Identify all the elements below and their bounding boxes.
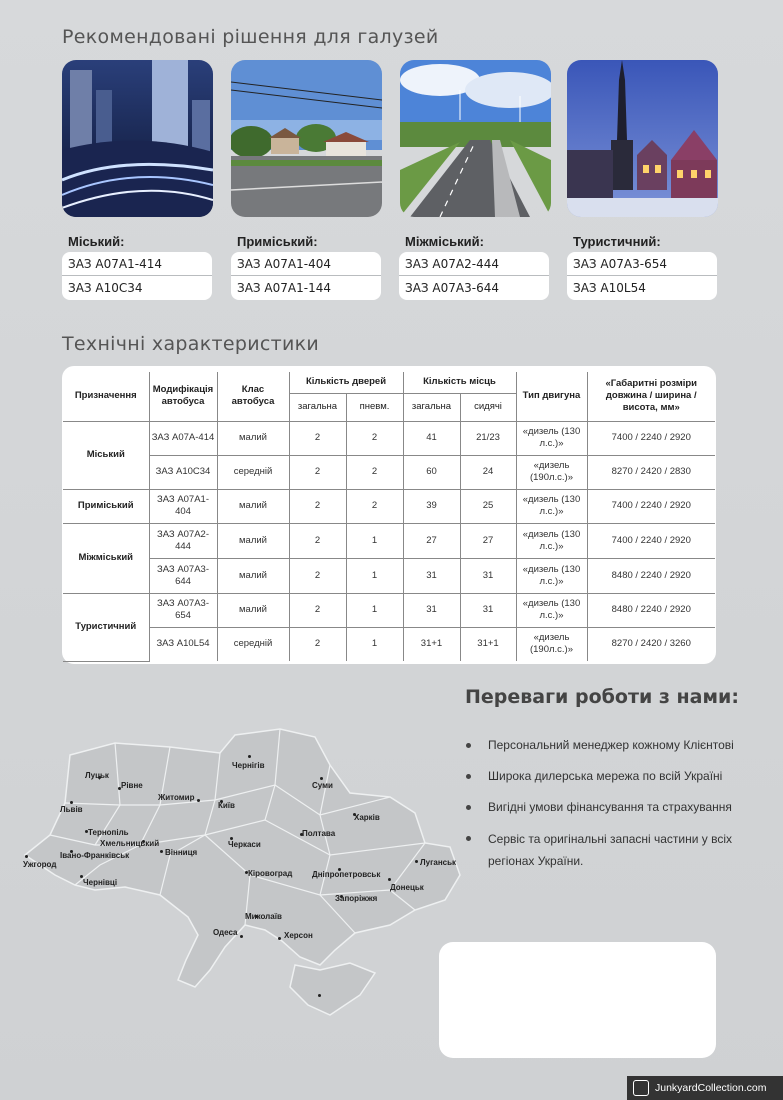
map-city-label: Кіровоград bbox=[248, 869, 293, 878]
doors-pneum-cell: 1 bbox=[346, 627, 403, 661]
seats-sitting-cell: 31 bbox=[460, 593, 516, 627]
dims-cell: 7400 / 2240 / 2920 bbox=[587, 421, 715, 455]
doors-total-cell: 2 bbox=[289, 489, 346, 523]
highway-photo bbox=[400, 60, 551, 217]
header-engine: Тип двигуна bbox=[516, 372, 587, 421]
dims-cell: 8270 / 2420 / 3260 bbox=[587, 627, 715, 661]
specs-table bbox=[63, 372, 715, 662]
model-cell: ЗАЗ А07А1-404 bbox=[149, 489, 217, 523]
map-city-label: Луганськ bbox=[420, 858, 457, 867]
dims-cell: 7400 / 2240 / 2920 bbox=[587, 523, 715, 558]
watermark bbox=[627, 1076, 783, 1100]
seats-sitting-cell: 31 bbox=[460, 558, 516, 593]
class-cell: середній bbox=[217, 627, 289, 661]
map-city-label: Рівне bbox=[121, 781, 143, 790]
list-item: Вигідні умови фінансування та страхування bbox=[466, 797, 736, 818]
map-city-label: Київ bbox=[218, 801, 235, 810]
header-modification: Модифікація автобуса bbox=[149, 372, 217, 421]
doors-total-cell: 2 bbox=[289, 523, 346, 558]
map-city-label: Полтава bbox=[302, 829, 336, 838]
model-cell: ЗАЗ А07А2-444 bbox=[149, 523, 217, 558]
header-doors-total: загальна bbox=[289, 393, 346, 421]
class-cell: малий bbox=[217, 421, 289, 455]
seats-sitting-cell: 24 bbox=[460, 455, 516, 489]
table-row bbox=[63, 489, 715, 523]
map-city-label: Луцьк bbox=[85, 771, 109, 780]
segment-label-city: Міський: bbox=[68, 234, 125, 249]
class-cell: малий bbox=[217, 558, 289, 593]
seats-total-cell: 60 bbox=[403, 455, 460, 489]
model-item: ЗАЗ А07А2-444 bbox=[399, 252, 549, 276]
doors-pneum-cell: 1 bbox=[346, 558, 403, 593]
model-item: ЗАЗ А07А1-414 bbox=[62, 252, 212, 276]
segment-label-intercity: Міжміський: bbox=[405, 234, 484, 249]
engine-cell: «дизель (130 л.с.)» bbox=[516, 523, 587, 558]
header-seats-total: загальна bbox=[403, 393, 460, 421]
suburb-photo bbox=[231, 60, 382, 217]
engine-cell: «дизель (130 л.с.)» bbox=[516, 593, 587, 627]
watermark-logo-icon bbox=[633, 1080, 649, 1096]
model-item: ЗАЗ А07А1-404 bbox=[231, 252, 381, 276]
segment-models-city bbox=[62, 252, 212, 300]
map-city-label: Житомир bbox=[158, 793, 195, 802]
model-cell: ЗАЗ А10L54 bbox=[149, 627, 217, 661]
specs-table-card bbox=[62, 366, 716, 664]
model-cell: ЗАЗ А07А3-654 bbox=[149, 593, 217, 627]
seats-sitting-cell: 31+1 bbox=[460, 627, 516, 661]
map-city-label: Вінниця bbox=[165, 848, 198, 857]
doors-total-cell: 2 bbox=[289, 421, 346, 455]
header-class: Клас автобуса bbox=[217, 372, 289, 421]
model-item: ЗАЗ А07А1-144 bbox=[237, 281, 331, 295]
purpose-cell: Міжміський bbox=[63, 523, 149, 593]
segment-models-suburban bbox=[231, 252, 381, 300]
header-doors: Кількість дверей bbox=[289, 372, 403, 393]
map-city-label: Суми bbox=[312, 781, 333, 790]
engine-cell: «дизель (190л.с.)» bbox=[516, 627, 587, 661]
doors-pneum-cell: 1 bbox=[346, 523, 403, 558]
watermark-text: JunkyardCollection.com bbox=[655, 1082, 767, 1094]
doors-pneum-cell: 2 bbox=[346, 455, 403, 489]
class-cell: малий bbox=[217, 593, 289, 627]
seats-sitting-cell: 25 bbox=[460, 489, 516, 523]
model-item: ЗАЗ А10С34 bbox=[68, 281, 143, 295]
doors-total-cell: 2 bbox=[289, 455, 346, 489]
map-city-label: Черкаси bbox=[228, 840, 261, 849]
purpose-cell: Туристичний bbox=[63, 593, 149, 661]
doors-pneum-cell: 2 bbox=[346, 421, 403, 455]
header-purpose: Призначення bbox=[63, 372, 149, 421]
doors-pneum-cell: 1 bbox=[346, 593, 403, 627]
map-city-label: Чернігів bbox=[232, 761, 265, 770]
header-doors-pneum: пневм. bbox=[346, 393, 403, 421]
model-item: ЗАЗ А07А3-644 bbox=[405, 281, 499, 295]
seats-sitting-cell: 21/23 bbox=[460, 421, 516, 455]
model-cell: ЗАЗ А10С34 bbox=[149, 455, 217, 489]
map-city-label: Запоріжжя bbox=[335, 894, 378, 903]
segment-models-tourist bbox=[567, 252, 717, 300]
list-item: Сервіс та оригінальні запасні частини у всіх регіонах України. bbox=[466, 828, 736, 872]
map-city-label: Чернівці bbox=[83, 878, 118, 887]
seats-sitting-cell: 27 bbox=[460, 523, 516, 558]
class-cell: середній bbox=[217, 455, 289, 489]
table-row bbox=[63, 593, 715, 627]
map-city-label: Тернопіль bbox=[88, 828, 129, 837]
seats-total-cell: 39 bbox=[403, 489, 460, 523]
doors-pneum-cell: 2 bbox=[346, 489, 403, 523]
dims-cell: 7400 / 2240 / 2920 bbox=[587, 489, 715, 523]
segment-label-suburban: Приміський: bbox=[237, 234, 318, 249]
segment-models-intercity bbox=[399, 252, 549, 300]
dims-cell: 8480 / 2240 / 2920 bbox=[587, 558, 715, 593]
engine-cell: «дизель (130 л.с.)» bbox=[516, 489, 587, 523]
purpose-cell: Приміський bbox=[63, 489, 149, 523]
class-cell: малий bbox=[217, 489, 289, 523]
model-cell: ЗАЗ А07А3-644 bbox=[149, 558, 217, 593]
tourist-photo bbox=[567, 60, 718, 217]
map-city-label: Миколаїв bbox=[245, 912, 282, 921]
map-city-label: Одеса bbox=[213, 928, 238, 937]
seats-total-cell: 31+1 bbox=[403, 627, 460, 661]
seats-total-cell: 27 bbox=[403, 523, 460, 558]
advantages-title: Переваги роботи з нами: bbox=[465, 686, 739, 708]
map-city-label: Харків bbox=[354, 813, 380, 822]
engine-cell: «дизель (130 л.с.)» bbox=[516, 421, 587, 455]
model-item: ЗАЗ А07А3-654 bbox=[567, 252, 717, 276]
dims-cell: 8270 / 2420 / 2830 bbox=[587, 455, 715, 489]
header-seats: Кількість місць bbox=[403, 372, 516, 393]
map-city-label: Івано-Франківськ bbox=[60, 851, 130, 860]
dims-cell: 8480 / 2240 / 2920 bbox=[587, 593, 715, 627]
table-row bbox=[63, 627, 715, 661]
seats-total-cell: 41 bbox=[403, 421, 460, 455]
map-city-label: Донецьк bbox=[390, 883, 424, 892]
table-row bbox=[63, 455, 715, 489]
specs-title: Технічні характеристики bbox=[62, 333, 320, 355]
contact-placeholder bbox=[439, 942, 716, 1058]
engine-cell: «дизель (130 л.с.)» bbox=[516, 558, 587, 593]
header-dimensions: «Габаритні розміри довжина / ширина / висота, мм» bbox=[587, 372, 715, 421]
advantages-list bbox=[466, 735, 736, 882]
model-item: ЗАЗ А10L54 bbox=[573, 281, 646, 295]
seats-total-cell: 31 bbox=[403, 593, 460, 627]
table-row bbox=[63, 523, 715, 558]
city-photo bbox=[62, 60, 213, 217]
list-item: Персональний менеджер кожному Клієнтові bbox=[466, 735, 736, 756]
doors-total-cell: 2 bbox=[289, 593, 346, 627]
engine-cell: «дизель (190л.с.)» bbox=[516, 455, 587, 489]
doors-total-cell: 2 bbox=[289, 627, 346, 661]
list-item: Широка дилерська мережа по всій Україні bbox=[466, 766, 736, 787]
map-city-label: Дніпропетровськ bbox=[312, 870, 381, 879]
ukraine-map bbox=[20, 725, 465, 1025]
map-city-label: Хмельницький bbox=[100, 839, 160, 848]
segment-label-tourist: Туристичний: bbox=[573, 234, 661, 249]
seats-total-cell: 31 bbox=[403, 558, 460, 593]
table-row bbox=[63, 558, 715, 593]
map-city-label: Херсон bbox=[284, 931, 313, 940]
doors-total-cell: 2 bbox=[289, 558, 346, 593]
purpose-cell: Міський bbox=[63, 421, 149, 489]
header-seats-sitting: сидячі bbox=[460, 393, 516, 421]
map-city-label: Ужгород bbox=[23, 860, 57, 869]
map-city-label: Львів bbox=[60, 805, 83, 814]
recommended-title: Рекомендовані рішення для галузей bbox=[62, 26, 439, 48]
model-cell: ЗАЗ А07А-414 bbox=[149, 421, 217, 455]
class-cell: малий bbox=[217, 523, 289, 558]
table-row bbox=[63, 421, 715, 455]
